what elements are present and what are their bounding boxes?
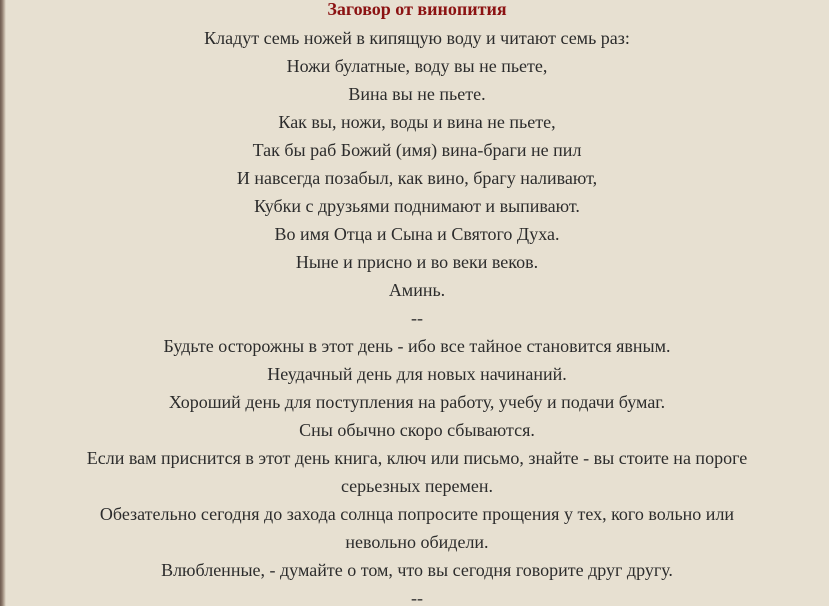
- text-line-3: Вина вы не пьете.: [348, 84, 486, 104]
- separator-2: --: [411, 588, 423, 606]
- text-line-19: Влюбленные, - думайте о том, что вы сегодня говорите друг другу.: [161, 560, 673, 580]
- text-line-17: Обезательно сегодня до захода солнца попросите прощения у тех, кого вольно или: [99, 504, 735, 524]
- text-line-1: Кладут семь ножей в кипящую воду и читают семь раз:: [204, 28, 630, 48]
- text-line-10: Аминь.: [388, 280, 446, 300]
- text-line-11: Будьте осторожны в этот день - ибо все тайное становится явным.: [163, 336, 671, 356]
- page-title: Заговор от винопития: [327, 0, 507, 19]
- text-line-12: Неудачный день для новых начинаний.: [267, 364, 567, 384]
- separator-1: --: [411, 308, 423, 328]
- text-line-9: Ныне и присно и во веки веков.: [295, 252, 539, 272]
- text-line-7: Кубки с друзьями поднимают и выпивают.: [254, 196, 580, 216]
- text-line-4: Как вы, ножи, воды и вина не пьете,: [278, 112, 556, 132]
- text-line-16: серьезных перемен.: [340, 476, 494, 496]
- text-line-14: Сны обычно скоро сбываются.: [299, 420, 535, 440]
- text-line-13: Хороший день для поступления на работу, учебу и подачи бумаг.: [168, 392, 666, 412]
- text-line-8: Во имя Отца и Сына и Святого Духа.: [274, 224, 560, 244]
- text-line-6: И навсегда позабыл, как вино, брагу наливают,: [236, 168, 598, 188]
- text-line-15: Если вам приснится в этот день книга, ключ или письмо, знайте - вы стоите на пороге: [86, 448, 748, 468]
- text-line-18: невольно обидели.: [345, 532, 489, 552]
- text-line-5: Так бы раб Божий (имя) вина-браги не пил: [252, 140, 582, 160]
- text-line-2: Ножи булатные, воду вы не пьете,: [286, 56, 548, 76]
